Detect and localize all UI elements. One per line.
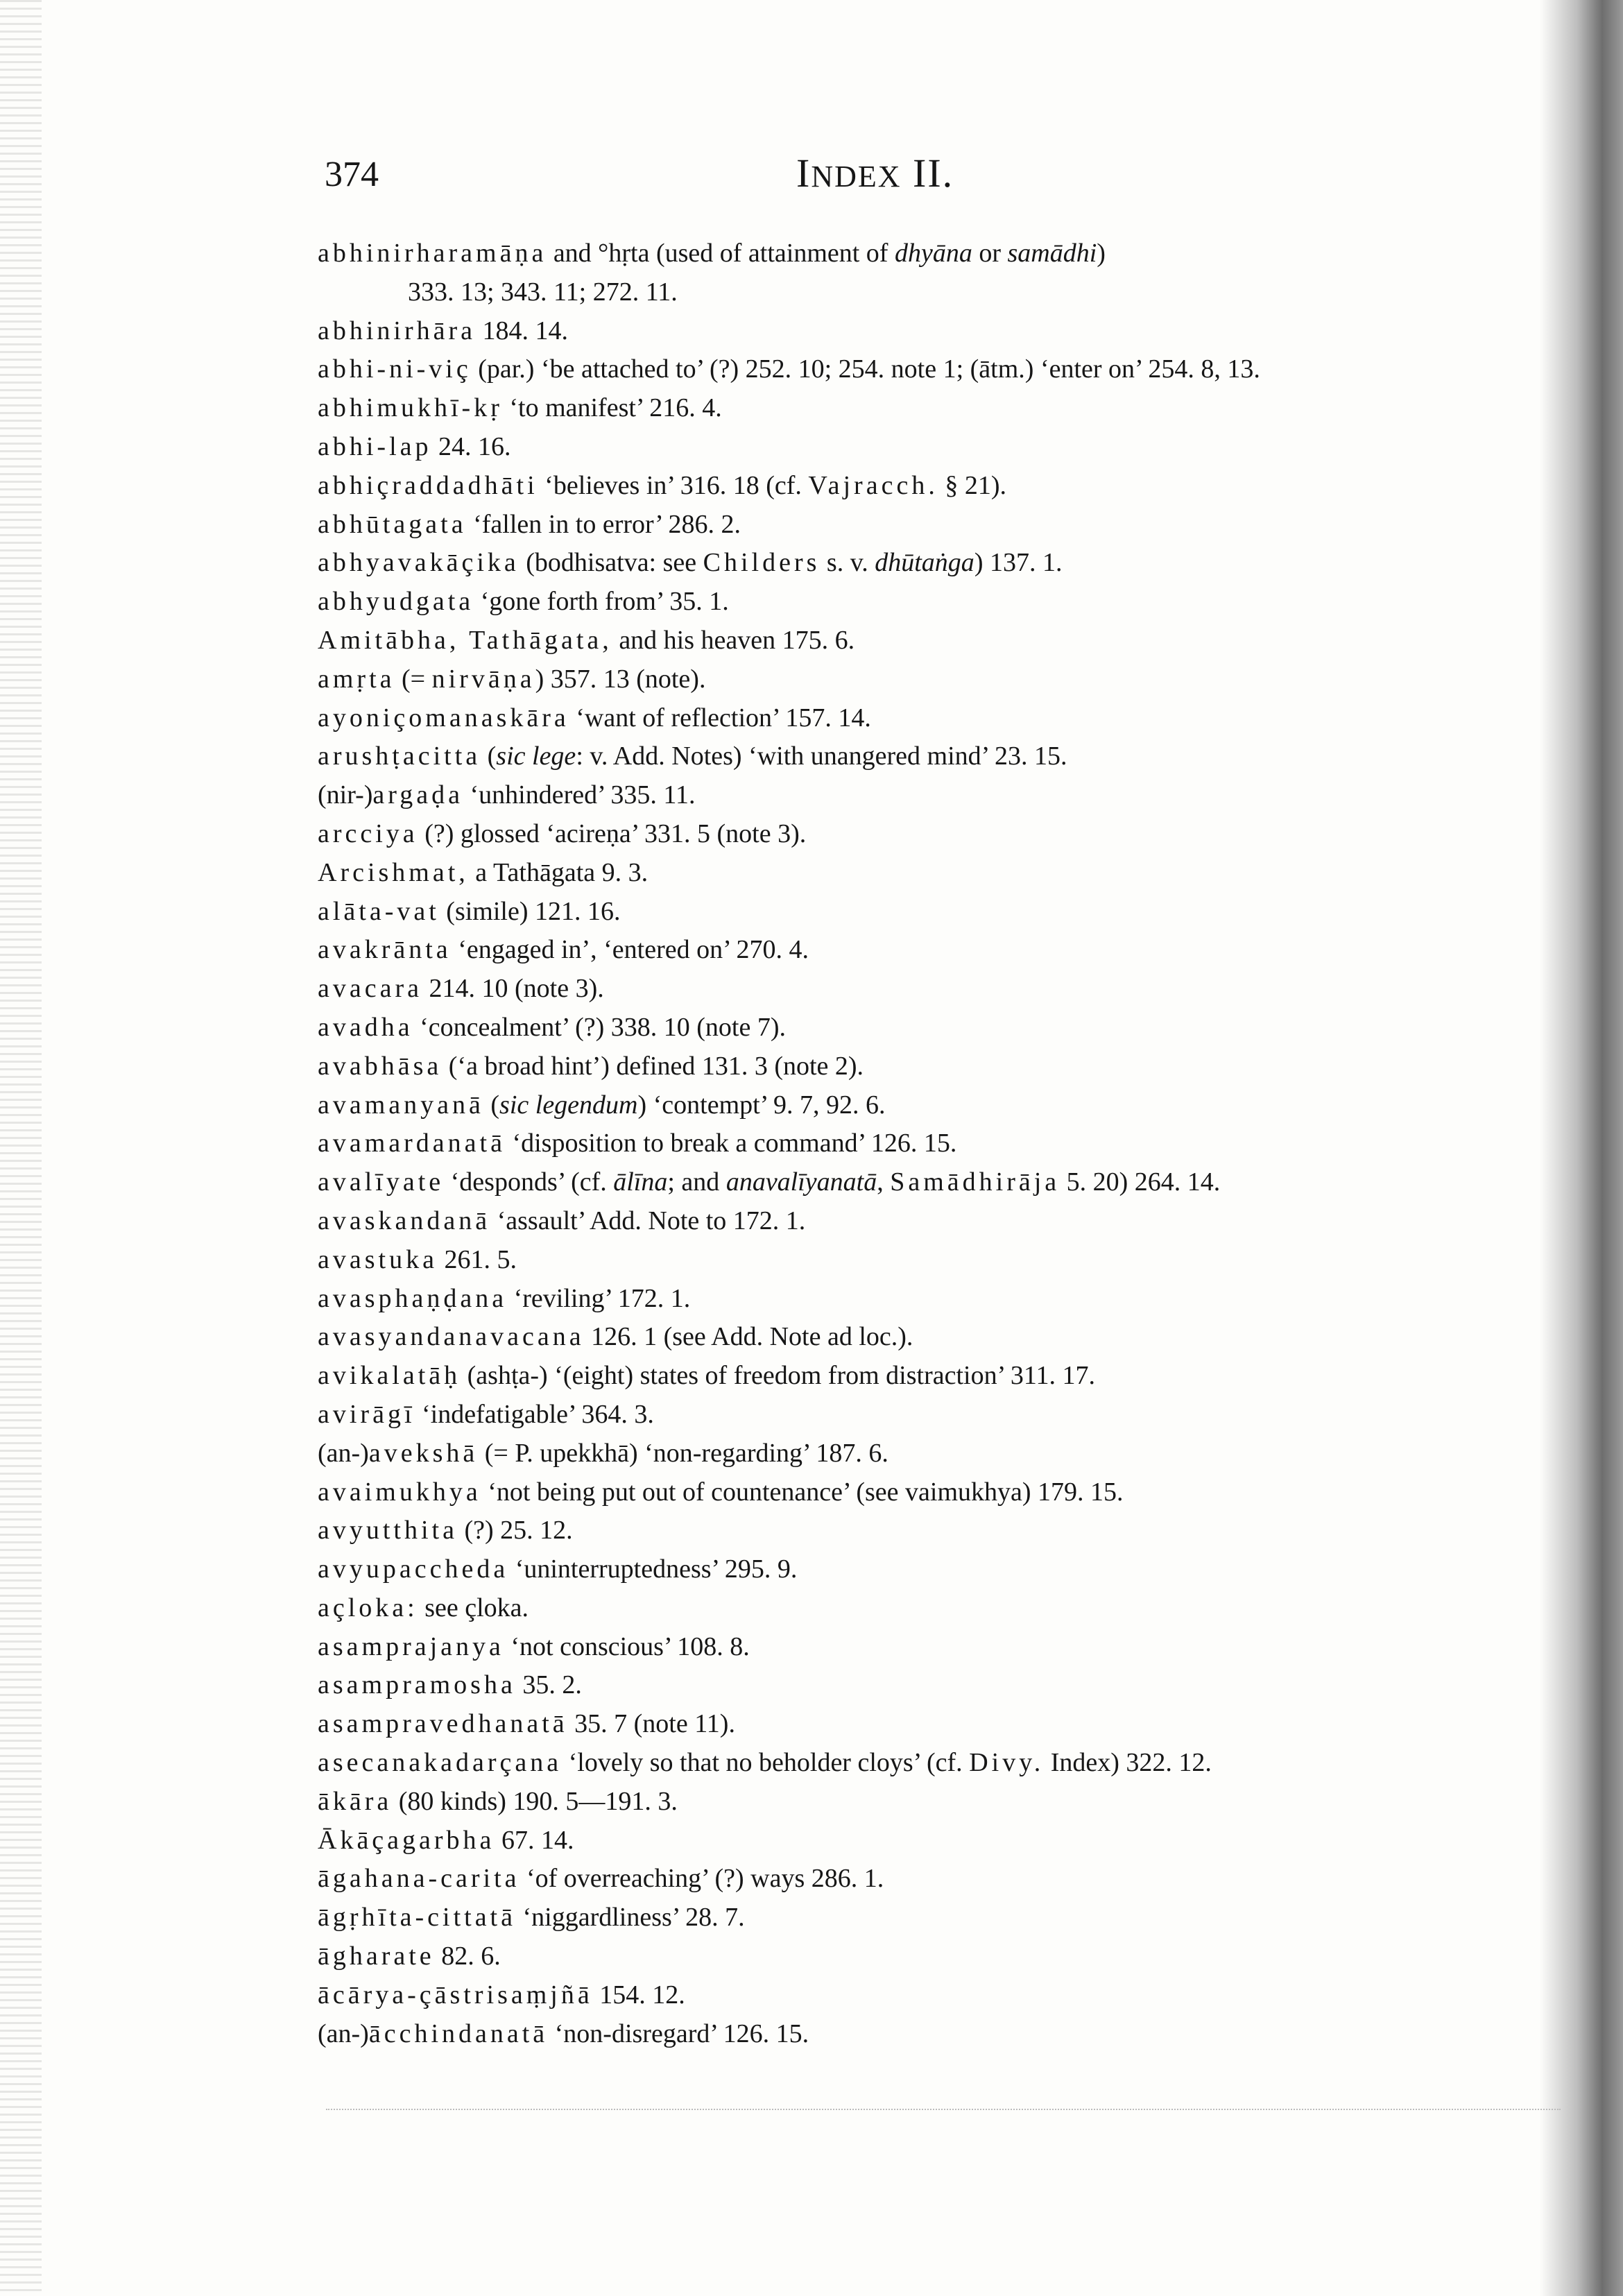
index-entry	[318, 1047, 1538, 1086]
index-entry	[318, 1937, 1538, 1976]
headword: asecanakadarçana	[318, 1748, 563, 1778]
index-entry	[318, 1124, 1538, 1163]
italic-term: anavalīyanatā	[725, 1167, 877, 1197]
headword: arushṭacitta	[318, 742, 481, 771]
headword: āgahana-carita	[318, 1864, 520, 1894]
headword: arcciya	[318, 819, 418, 848]
headword: avasphaṇḍana	[318, 1283, 508, 1313]
headword: avirāgī	[318, 1399, 415, 1429]
index-entry	[318, 583, 1538, 622]
headword: avyutthita	[318, 1516, 458, 1545]
headword: abhinirhāra	[318, 316, 476, 345]
entry-text: (simile) 121. 16.	[439, 896, 621, 926]
index-entry	[318, 1860, 1538, 1899]
entry-text: a Tathāgata 9. 3.	[468, 857, 649, 887]
index-entry	[318, 1357, 1538, 1396]
headword: asampravedhanatā	[318, 1709, 568, 1739]
headword: avamanyanā	[318, 1090, 484, 1120]
headword: alāta-vat	[318, 896, 440, 926]
headword: Amitābha, Tathāgata,	[318, 625, 612, 655]
page-header	[318, 146, 1525, 201]
entry-text: ‘concealment’ (?) 338. 10 (note 7).	[413, 1012, 787, 1042]
index-entry	[318, 544, 1538, 583]
index-entry	[318, 428, 1538, 467]
index-entry	[318, 854, 1538, 893]
index-entry	[318, 1628, 1538, 1667]
headword: avacara	[318, 974, 422, 1004]
headword: abhiçraddadhāti	[318, 470, 538, 500]
entry-text: ‘gone forth from’ 35. 1.	[474, 587, 729, 617]
headword: ākāra	[318, 1786, 393, 1816]
headword: avadha	[318, 1012, 413, 1042]
index-entry	[318, 1589, 1538, 1628]
italic-term: sic lege	[496, 742, 576, 771]
entry-text: 214. 10 (note 3).	[422, 974, 604, 1004]
entry-text: and his heaven 175. 6.	[612, 625, 855, 655]
entry-text: and °hṛta (used of attainment of	[547, 239, 895, 268]
entry-text: (an-)	[318, 1438, 369, 1468]
headword: abhinirharamāṇa	[318, 239, 547, 268]
headword: amṛta	[318, 664, 395, 694]
entry-text: ; and	[667, 1167, 726, 1197]
entry-text: ‘engaged in’, ‘entered on’ 270. 4.	[451, 935, 809, 965]
entry-text: Index) 322. 12.	[1044, 1748, 1212, 1778]
headword: āgṛhīta-cittatā	[318, 1903, 516, 1933]
entry-text: ) ‘contempt’ 9. 7, 92. 6.	[637, 1090, 886, 1120]
entry-text: 24. 16.	[431, 431, 511, 461]
headword: abhi-ni-viç	[318, 354, 472, 384]
index-entry	[318, 350, 1538, 389]
headword: avalīyate	[318, 1167, 445, 1197]
entry-text: 67. 14.	[495, 1825, 574, 1855]
index-entry	[318, 1666, 1538, 1705]
italic-term: ālīna	[613, 1167, 668, 1197]
index-entry	[318, 1163, 1538, 1202]
headword: avaskandanā	[318, 1206, 491, 1235]
index-entry	[318, 660, 1538, 699]
headword: Samādhirāja	[890, 1167, 1060, 1197]
headword: avyupaccheda	[318, 1554, 509, 1584]
headword: Vajracch.	[808, 470, 938, 500]
index-entry	[318, 1744, 1538, 1783]
entry-text: (?) glossed ‘acireṇa’ 331. 5 (note 3).	[418, 819, 807, 848]
headword: abhūtagata	[318, 509, 467, 539]
entry-text: (= P. upekkhā) ‘non-regarding’ 187. 6.	[478, 1438, 888, 1468]
entry-text: (?) 25. 12.	[457, 1516, 573, 1545]
entry-text: )	[1097, 239, 1106, 268]
entry-text: ‘to manifest’ 216. 4.	[502, 393, 722, 423]
entry-text: ‘indefatigable’ 364. 3.	[415, 1399, 654, 1429]
entry-text: § 21).	[938, 470, 1006, 500]
index-entry	[318, 931, 1538, 970]
entry-text: (	[481, 742, 497, 771]
index-entry	[318, 699, 1538, 738]
entry-text: 126. 1 (see Add. Note ad loc.).	[584, 1322, 913, 1352]
entry-text: (par.) ‘be attached to’ (?) 252. 10; 254. note 1; (ātm.) ‘enter on’ 254. 8, 13.	[471, 354, 1260, 384]
entry-text: ‘reviling’ 172. 1.	[507, 1283, 691, 1313]
entry-text: ‘not being put out of countenance’ (see vaimukhya) 179. 15.	[481, 1477, 1124, 1507]
italic-term: sic legendum	[499, 1090, 638, 1120]
index-entry	[318, 1241, 1538, 1280]
italic-term: dhūtaṅga	[875, 548, 974, 578]
index-entry	[318, 970, 1538, 1009]
index-entry	[318, 1705, 1538, 1744]
index-entry	[318, 312, 1538, 351]
entry-text: (an-)	[318, 2019, 369, 2048]
italic-term: samādhi	[1007, 239, 1097, 268]
index-entry	[318, 1396, 1538, 1434]
headword: ācchindanatā	[368, 2019, 549, 2048]
headword: avabhāsa	[318, 1051, 443, 1081]
headword: Childers	[703, 548, 821, 578]
entry-text: ,	[877, 1167, 891, 1197]
headword: āgharate	[318, 1942, 435, 1971]
index-entry	[318, 893, 1538, 932]
headword: avaimukhya	[318, 1477, 481, 1507]
entry-text: (‘a broad hint’) defined 131. 3 (note 2).	[442, 1051, 864, 1081]
entry-text: ‘want of reflection’ 157. 14.	[569, 703, 871, 733]
index-entry	[318, 1783, 1538, 1822]
index-entries	[318, 234, 1538, 2053]
headword: abhyavakāçika	[318, 548, 519, 578]
running-title	[796, 150, 954, 196]
index-entry	[318, 1822, 1538, 1860]
headword: abhyudgata	[318, 587, 474, 617]
index-entry	[318, 776, 1538, 815]
entry-text: ‘fallen in to error’ 286. 2.	[466, 509, 741, 539]
headword: asamprajanya	[318, 1631, 504, 1661]
entry-text: ‘believes in’ 316. 18 (cf.	[538, 470, 809, 500]
entry-text: ‘uninterruptedness’ 295. 9.	[508, 1554, 798, 1584]
entry-text: 184. 14.	[476, 316, 569, 345]
headword: avamardanatā	[318, 1129, 506, 1158]
index-entry	[318, 1009, 1538, 1047]
entry-text: 82. 6.	[434, 1942, 501, 1971]
headword: Divy.	[969, 1748, 1045, 1778]
headword: asampramosha	[318, 1670, 516, 1700]
index-entry	[318, 1318, 1538, 1357]
index-entry	[318, 1086, 1538, 1125]
entry-text: : v. Add. Notes) ‘with unangered mind’ 23. 15.	[576, 742, 1067, 771]
index-entry	[318, 506, 1538, 545]
index-entry-continuation	[318, 273, 1538, 312]
headword: nirvāṇa	[431, 664, 535, 694]
italic-term: dhyāna	[894, 239, 972, 268]
index-entry	[318, 737, 1538, 776]
entry-text: ) 357. 13 (note).	[535, 664, 706, 694]
entry-text: or	[972, 239, 1008, 268]
index-entry	[318, 389, 1538, 428]
bottom-dotted-rule	[326, 2109, 1561, 2110]
entry-text: ‘not conscious’ 108. 8.	[504, 1631, 750, 1661]
headword: Ākāçagarbha	[318, 1825, 495, 1855]
index-entry	[318, 2015, 1538, 2054]
index-entry	[318, 1202, 1538, 1241]
entry-text: (ashṭa-) ‘(eight) states of freedom from distraction’ 311. 17.	[461, 1361, 1095, 1391]
index-entry	[318, 1550, 1538, 1589]
entry-text: ‘unhindered’ 335. 11.	[463, 780, 696, 810]
index-entry	[318, 1434, 1538, 1473]
entry-text: 35. 7 (note 11).	[567, 1709, 735, 1739]
headword: avasyandanavacana	[318, 1322, 585, 1352]
entry-text: ‘non-disregard’ 126. 15.	[548, 2019, 809, 2048]
entry-text: ‘lovely so that no beholder cloys’ (cf.	[562, 1748, 970, 1778]
entry-text: (bodhisatva: see	[519, 548, 703, 578]
index-entry	[318, 815, 1538, 854]
entry-text: ‘of overreaching’ (?) ways 286. 1.	[519, 1864, 884, 1894]
index-entry	[318, 1976, 1538, 2015]
index-entry	[318, 1899, 1538, 1937]
title-smallcaps: NDEX	[811, 160, 902, 194]
scan-right-edge-shadow	[1540, 0, 1623, 2296]
entry-text: ‘desponds’ (cf.	[444, 1167, 614, 1197]
scan-left-edge	[0, 0, 42, 2296]
headword: avakrānta	[318, 935, 452, 965]
page-number: 374	[325, 155, 379, 194]
entry-text: 261. 5.	[437, 1244, 517, 1274]
entry-text: s. v.	[820, 548, 875, 578]
headword: abhi-lap	[318, 431, 432, 461]
entry-text: see çloka.	[418, 1593, 529, 1622]
headword: argaḍa	[372, 780, 463, 810]
entry-text: 333. 13; 343. 11; 272. 11.	[408, 277, 678, 307]
title-numeral: II.	[901, 151, 954, 196]
index-entry	[318, 467, 1538, 506]
headword: avikalatāḥ	[318, 1361, 461, 1391]
entry-text: (	[483, 1090, 500, 1120]
entry-text: 35. 2.	[515, 1670, 582, 1700]
headword: ācārya-çāstrisaṃjñā	[318, 1980, 593, 2010]
entry-text: (=	[395, 664, 432, 694]
entry-text: (nir-)	[318, 780, 373, 810]
headword: avekshā	[368, 1438, 479, 1468]
index-entry	[318, 234, 1538, 273]
headword: ayoniçomanaskāra	[318, 703, 569, 733]
index-entry	[318, 622, 1538, 660]
entry-text: 154. 12.	[592, 1980, 685, 2010]
index-entry	[318, 1511, 1538, 1550]
entry-text: ) 137. 1.	[974, 548, 1063, 578]
headword: açloka:	[318, 1593, 418, 1622]
entry-text: ‘assault’ Add. Note to 172. 1.	[490, 1206, 806, 1235]
index-entry	[318, 1280, 1538, 1319]
index-entry	[318, 1473, 1538, 1512]
headword: abhimukhī-kṛ	[318, 393, 503, 423]
entry-text: 5. 20) 264. 14.	[1060, 1167, 1221, 1197]
entry-text: ‘disposition to break a command’ 126. 15.	[505, 1129, 957, 1158]
title-initial: I	[796, 151, 812, 196]
headword: Arcishmat,	[318, 857, 469, 887]
headword: avastuka	[318, 1244, 438, 1274]
entry-text: ‘niggardliness’ 28. 7.	[516, 1903, 745, 1933]
entry-text: (80 kinds) 190. 5—191. 3.	[392, 1786, 678, 1816]
